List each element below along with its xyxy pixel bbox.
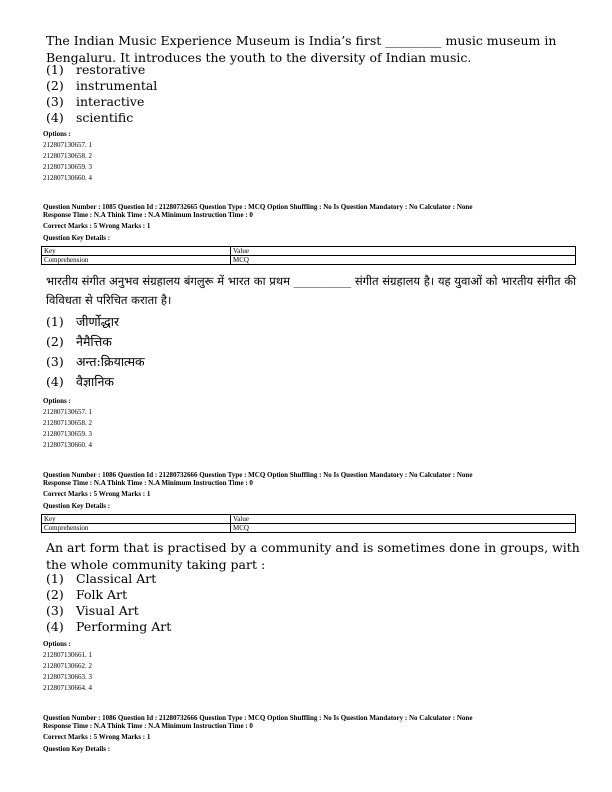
option-number: (4) <box>46 110 64 125</box>
option-id: 212807130657. 1 <box>43 141 92 149</box>
key-header: Key <box>42 247 231 256</box>
option-number: (4) <box>46 374 64 389</box>
option-text: जीर्णोद्धार <box>76 314 120 329</box>
option-3 <box>46 94 144 110</box>
option-4 <box>46 619 171 635</box>
option-text: वैज्ञानिक <box>76 374 114 389</box>
question-text: An art form that is practised by a community and is sometimes done in groups, with the whole community taking part : <box>46 540 580 572</box>
question-meta: Question Number : 1086 Question Id : 21280732666 Question Type : MCQ Option Shuffling : No Is Question Mandatory : No Calculator : None <box>43 714 473 722</box>
option-number: (3) <box>46 603 64 618</box>
option-3 <box>46 603 139 619</box>
key-value-table <box>41 246 576 265</box>
option-id: 212807130661. 1 <box>43 651 92 659</box>
option-id: 212807130658. 2 <box>43 419 92 427</box>
option-4 <box>46 374 114 390</box>
option-2 <box>46 334 112 350</box>
question-timing: Response Time : N.A Think Time : N.A Minimum Instruction Time : 0 <box>43 479 253 487</box>
key-value-table <box>41 514 576 533</box>
option-number: (1) <box>46 571 64 586</box>
question-key-details: Question Key Details : <box>43 745 111 753</box>
option-text: Performing Art <box>76 619 172 634</box>
option-text: instrumental <box>76 78 158 93</box>
option-id: 212807130659. 3 <box>43 163 92 171</box>
options-label: Options : <box>43 640 71 648</box>
option-text: Folk Art <box>76 587 128 602</box>
option-id: 212807130663. 3 <box>43 673 92 681</box>
question-marks: Correct Marks : 5 Wrong Marks : 1 <box>43 222 151 230</box>
option-id: 212807130659. 3 <box>43 430 92 438</box>
option-number: (3) <box>46 94 64 109</box>
value-cell: MCQ <box>231 256 576 265</box>
option-number: (1) <box>46 314 64 329</box>
option-text: अन्त:क्रियात्मक <box>76 354 145 369</box>
question-meta: Question Number : 1086 Question Id : 21280732666 Question Type : MCQ Option Shuffling : No Is Question Mandatory : No Calculator : None <box>43 471 473 479</box>
option-id: 212807130664. 4 <box>43 684 92 692</box>
option-text: Visual Art <box>76 603 139 618</box>
option-number: (3) <box>46 354 64 369</box>
option-text: नैमैत्तिक <box>76 334 112 349</box>
value-cell: MCQ <box>231 524 576 533</box>
option-number: (2) <box>46 587 64 602</box>
question-key-details: Question Key Details : <box>43 234 111 242</box>
option-2 <box>46 587 127 603</box>
option-id: 212807130657. 1 <box>43 408 92 416</box>
question-text: भारतीय संगीत अनुभव संग्रहालय बंगलुरू में भारत का प्रथम __________ संगीत संग्रहालय है। यह युवाओं को भारतीय संगीत की विविधता से परिचित कराता है। <box>46 274 577 307</box>
value-header: Value <box>231 247 576 256</box>
question-text: The Indian Music Experience Museum is India’s first _________ music museum in Bengaluru. It introduces the youth to the diversity of Indian music. <box>46 33 557 65</box>
options-label: Options : <box>43 130 71 138</box>
option-text: Classical Art <box>76 571 157 586</box>
value-header: Value <box>231 515 576 524</box>
key-header: Key <box>42 515 231 524</box>
question-key-details: Question Key Details : <box>43 502 111 510</box>
option-id: 212807130660. 4 <box>43 174 92 182</box>
option-id: 212807130658. 2 <box>43 152 92 160</box>
option-number: (4) <box>46 619 64 634</box>
option-id: 212807130662. 2 <box>43 662 92 670</box>
option-number: (2) <box>46 334 64 349</box>
option-2 <box>46 78 157 94</box>
question-timing: Response Time : N.A Think Time : N.A Minimum Instruction Time : 0 <box>43 722 253 730</box>
option-text: restorative <box>76 62 146 77</box>
question-timing: Response Time : N.A Think Time : N.A Minimum Instruction Time : 0 <box>43 211 253 219</box>
key-cell: Comprehension <box>42 524 231 533</box>
option-4 <box>46 110 133 126</box>
option-text: scientific <box>76 110 134 125</box>
option-1 <box>46 571 156 587</box>
question-meta: Question Number : 1085 Question Id : 21280732665 Question Type : MCQ Option Shuffling : No Is Question Mandatory : No Calculator : None <box>43 203 473 211</box>
question-marks: Correct Marks : 5 Wrong Marks : 1 <box>43 490 151 498</box>
question-marks: Correct Marks : 5 Wrong Marks : 1 <box>43 733 151 741</box>
option-3 <box>46 354 145 370</box>
option-text: interactive <box>76 94 145 109</box>
option-number: (2) <box>46 78 64 93</box>
option-1 <box>46 314 119 330</box>
options-label: Options : <box>43 397 71 405</box>
option-1 <box>46 62 145 78</box>
option-id: 212807130660. 4 <box>43 441 92 449</box>
option-number: (1) <box>46 62 64 77</box>
key-cell: Comprehension <box>42 256 231 265</box>
